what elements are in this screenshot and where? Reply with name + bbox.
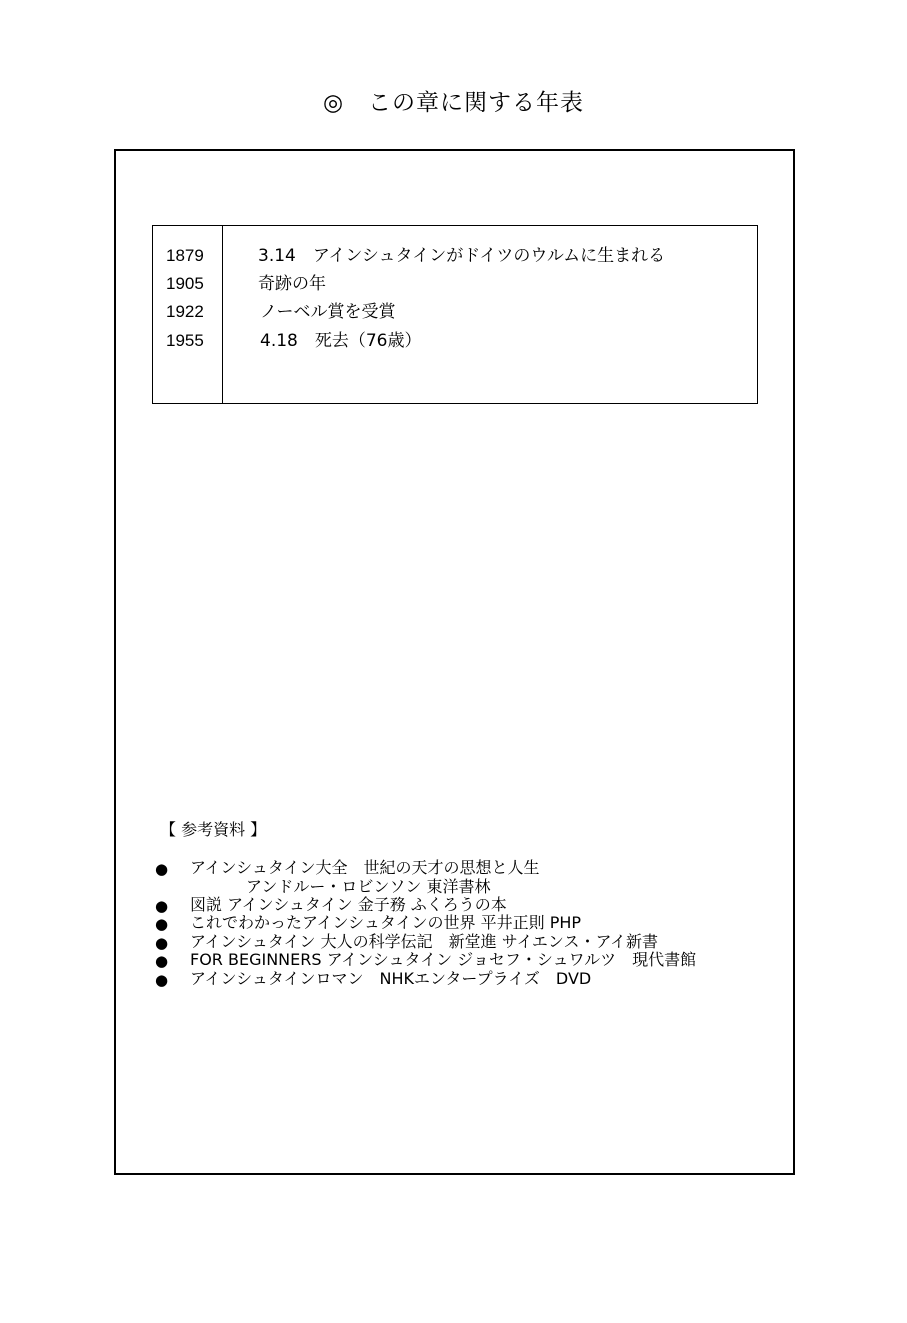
reference-item: FOR BEGINNERS アインシュタイン ジョセフ・シュワルツ 現代書館	[190, 950, 697, 969]
timeline-year: 1922	[166, 302, 204, 321]
timeline-year: 1955	[166, 331, 204, 350]
reference-item-continuation: アンドルー・ロビンソン 東洋書林	[246, 877, 491, 896]
bullet-icon: ●	[155, 934, 169, 952]
reference-item: アインシュタイン 大人の科学伝記 新堂進 サイエンス・アイ新書	[190, 932, 659, 951]
timeline-event: 奇跡の年	[258, 274, 326, 294]
references-heading: 【 参考資料 】	[160, 820, 267, 839]
timeline-event: ノーベル賞を受賞	[260, 302, 396, 322]
reference-item: アインシュタイン大全 世紀の天才の思想と人生	[190, 858, 540, 877]
timeline-column-divider	[222, 225, 223, 403]
page-title: ◎ この章に関する年表	[322, 90, 585, 116]
bullet-icon: ●	[155, 971, 169, 989]
reference-item: これでわかったアインシュタインの世界 平井正則 PHP	[190, 913, 582, 932]
timeline-year: 1879	[166, 246, 204, 265]
timeline-event: 4.18 死去（76歳）	[260, 331, 422, 351]
bullet-icon: ●	[155, 897, 169, 915]
timeline-event: 3.14 アインシュタインがドイツのウルムに生まれる	[258, 246, 666, 266]
bullet-icon: ●	[155, 860, 169, 878]
bullet-icon: ●	[155, 952, 169, 970]
bullet-icon: ●	[155, 915, 169, 933]
reference-item: アインシュタインロマン NHKエンタープライズ DVD	[190, 969, 592, 988]
timeline-year: 1905	[166, 274, 204, 293]
reference-item: 図説 アインシュタイン 金子務 ふくろうの本	[190, 895, 507, 914]
